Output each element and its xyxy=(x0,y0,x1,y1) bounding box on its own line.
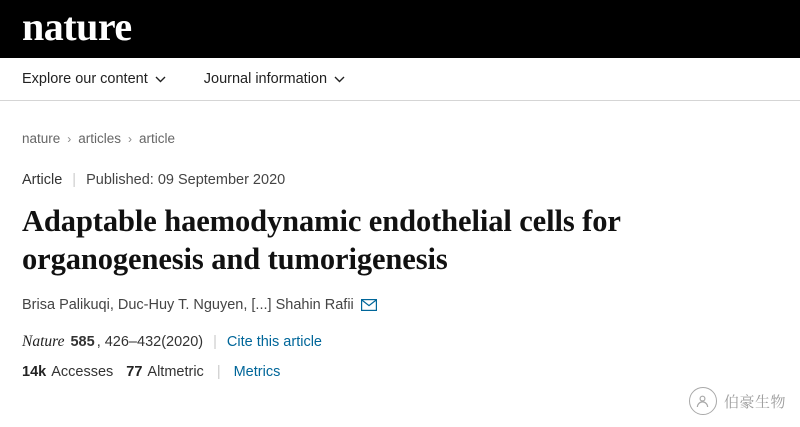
envelope-icon[interactable] xyxy=(361,299,377,311)
nav-item-explore-our-content[interactable] xyxy=(22,71,166,87)
article-meta xyxy=(0,146,800,188)
chevron-down-icon xyxy=(334,76,345,83)
metrics-link[interactable]: Metrics xyxy=(233,363,281,380)
site-masthead xyxy=(0,0,800,58)
altmetric-label: Altmetric xyxy=(147,363,204,380)
metrics-divider: | xyxy=(216,363,221,380)
citation-divider: | xyxy=(213,333,217,350)
circle-logo-icon xyxy=(689,387,717,415)
breadcrumb-item-article: article xyxy=(139,131,176,146)
meta-divider: | xyxy=(72,172,77,188)
author-list xyxy=(0,279,800,313)
nav-item-label: Journal information xyxy=(203,71,328,87)
nature-logo[interactable]: nature xyxy=(22,4,132,49)
main-navigation xyxy=(0,58,800,101)
article-metrics xyxy=(0,351,800,380)
breadcrumb-separator-icon: › xyxy=(128,131,133,146)
watermark xyxy=(689,387,786,415)
page-title: Adaptable haemodynamic endothelial cells for organogenesis and tumorigenesis xyxy=(22,204,621,277)
accesses-label: Accesses xyxy=(51,363,114,380)
breadcrumb-separator-icon: › xyxy=(67,131,72,146)
nav-item-label: Explore our content xyxy=(22,71,148,87)
breadcrumb-item-articles[interactable]: articles xyxy=(78,131,122,146)
journal-volume: 585 xyxy=(70,333,95,350)
breadcrumb xyxy=(0,101,800,146)
watermark-text: 伯豪生物 xyxy=(723,393,786,411)
cite-this-article-link[interactable]: Cite this article xyxy=(226,333,322,350)
altmetric-count: 77 xyxy=(126,363,143,380)
article-published-date: Published: 09 September 2020 xyxy=(86,172,286,188)
citation-line xyxy=(0,313,800,351)
chevron-down-icon xyxy=(155,76,166,83)
author-names[interactable]: Brisa Palikuqi, Duc-Huy T. Nguyen, [...] Shahin Rafii xyxy=(22,296,354,313)
journal-name: Nature xyxy=(22,332,65,350)
article-type: Article xyxy=(22,172,63,188)
nav-item-journal-information[interactable] xyxy=(204,71,345,87)
breadcrumb-item-nature[interactable]: nature xyxy=(22,131,61,146)
accesses-count: 14k xyxy=(22,363,47,380)
journal-pages: , 426–432(2020) xyxy=(96,333,204,350)
